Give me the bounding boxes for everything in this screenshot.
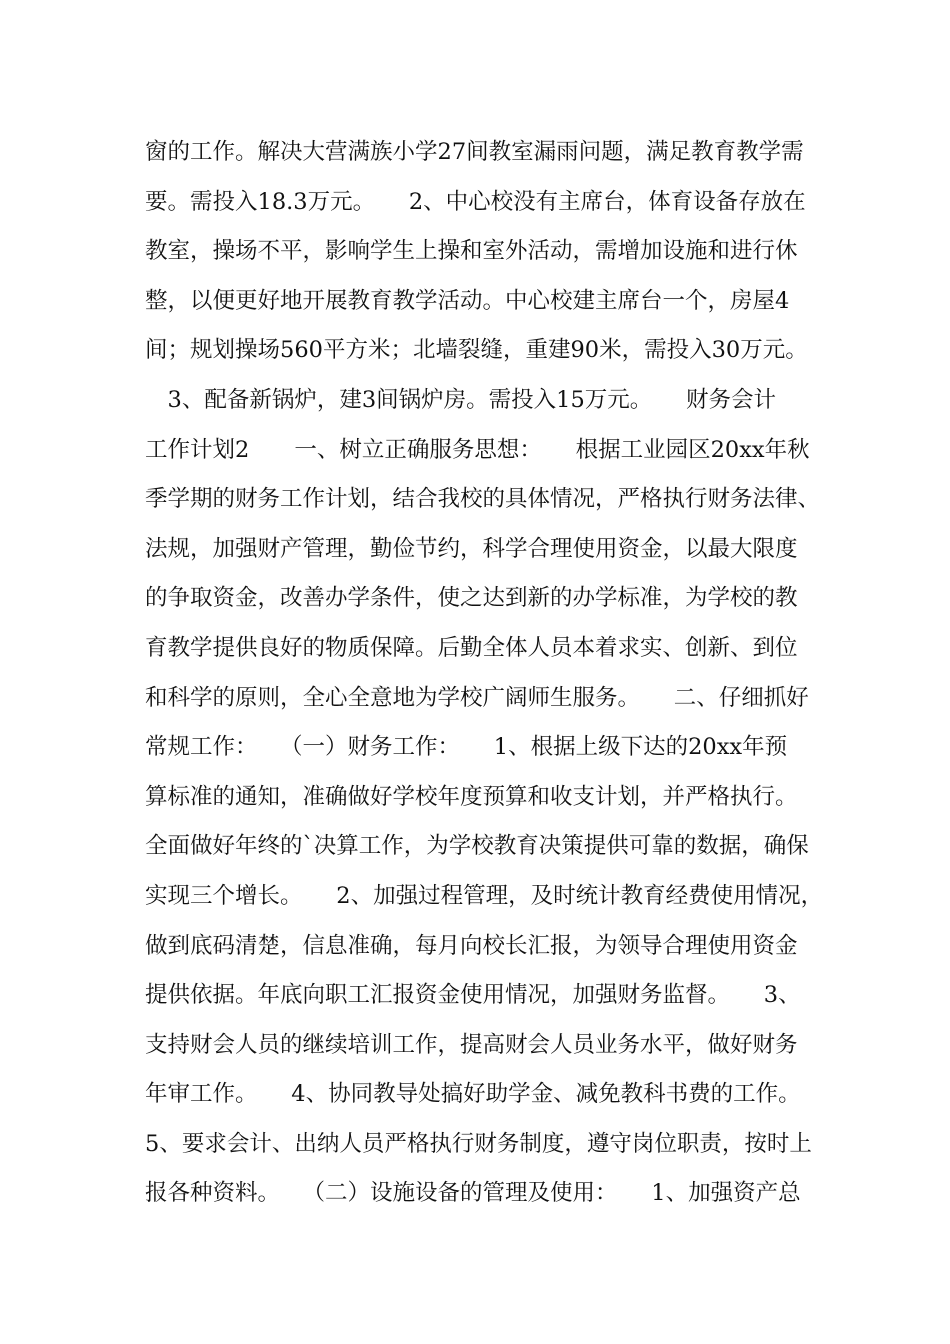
text-line: 常规工作： （一）财务工作： 1、根据上级下达的20xx年预: [145, 734, 788, 761]
text-line: 算标准的通知，准确做好学校年度预算和收支计划，并严格执行。: [145, 783, 798, 810]
text-line: 育教学提供良好的物质保障。后勤全体人员本着求实、创新、到位: [145, 634, 798, 661]
text-line: 5、要求会计、出纳人员严格执行财务制度，遵守岗位职责，按时上: [145, 1130, 812, 1157]
text-line: 的争取资金，改善办学条件，使之达到新的办学标准，为学校的教: [145, 585, 798, 612]
text-line: 实现三个增长。 2、加强过程管理，及时统计教育经费使用情况，: [145, 882, 824, 909]
text-line: 法规，加强财产管理，勤俭节约，科学合理使用资金，以最大限度: [145, 535, 798, 562]
text-line: 报各种资料。 （二）设施设备的管理及使用： 1、加强资产总: [145, 1180, 801, 1207]
text-line: 3、配备新锅炉，建3间锅炉房。需投入15万元。 财务会计: [145, 386, 777, 413]
text-line: 年审工作。 4、协同教导处搞好助学金、减免教科书费的工作。: [145, 1081, 801, 1108]
text-line: 做到底码清楚，信息准确，每月向校长汇报，为领导合理使用资金: [145, 932, 798, 959]
text-line: 整，以便更好地开展教育教学活动。中心校建主席台一个，房屋4: [145, 287, 790, 314]
body-text: [145, 128, 835, 1219]
text-line: 教室，操场不平，影响学生上操和室外活动，需增加设施和进行休: [145, 238, 798, 265]
text-line: 窗的工作。解决大营满族小学27间教室漏雨问题，满足教育教学需: [145, 139, 804, 165]
text-line: 季学期的财务工作计划，结合我校的具体情况，严格执行财务法律、: [145, 486, 821, 513]
text-line: 要。需投入18.3万元。 2、中心校没有主席台，体育设备存放在: [145, 188, 806, 215]
text-line: 支持财会人员的继续培训工作，提高财会人员业务水平，做好财务: [145, 1031, 798, 1058]
text-line: 工作计划2 一、树立正确服务思想： 根据工业园区20xx年秋: [145, 436, 810, 463]
text-line: 和科学的原则，全心全意地为学校广阔师生服务。 二、仔细抓好: [145, 684, 809, 711]
text-line: 提供依据。年底向职工汇报资金使用情况，加强财务监督。 3、: [145, 982, 801, 1009]
text-line: 间；规划操场560平方米；北墙裂缝，重建90米，需投入30万元。: [145, 337, 808, 364]
text-line: 全面做好年终的`决算工作，为学校教育决策提供可靠的数据，确保: [145, 833, 809, 860]
